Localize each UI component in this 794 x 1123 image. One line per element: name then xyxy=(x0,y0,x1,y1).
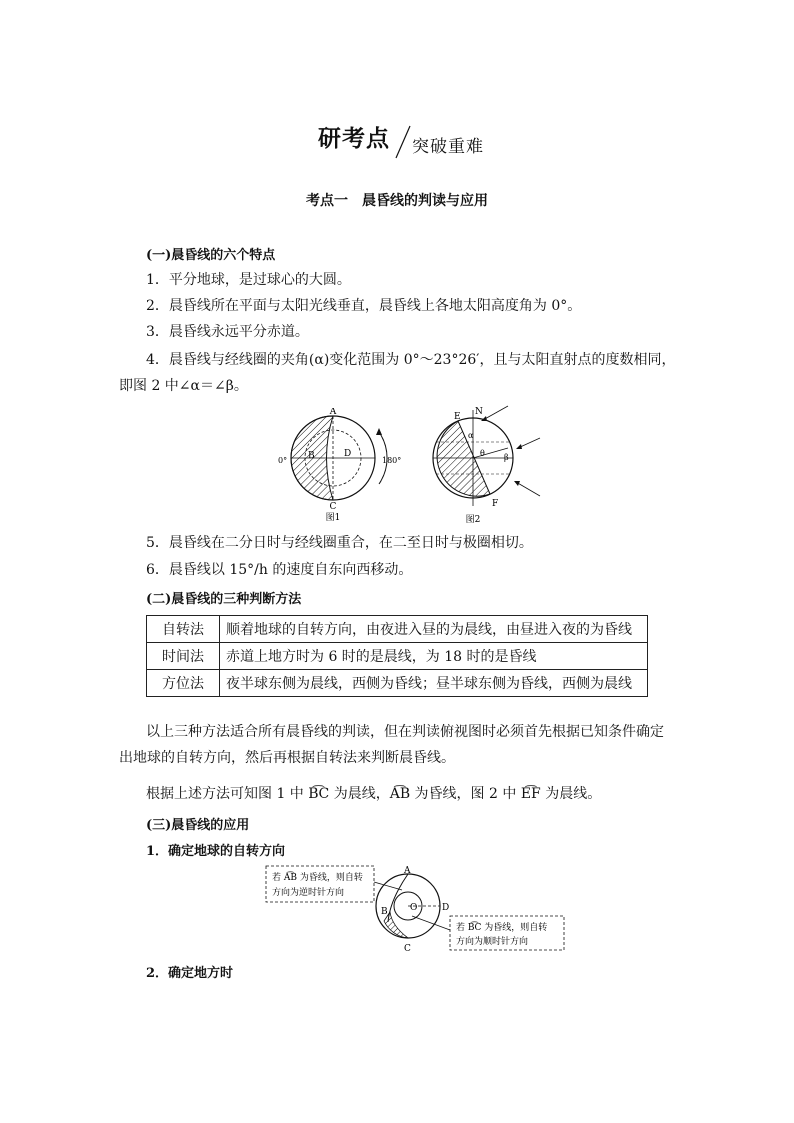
method-name: 方位法 xyxy=(147,670,220,697)
table-row xyxy=(147,670,648,697)
method-name: 自转法 xyxy=(147,616,220,643)
method-desc: 赤道上地方时为 6 时的是晨线，为 18 时的是昏线 xyxy=(220,643,648,670)
header-main: 研考点 xyxy=(318,126,390,152)
fig1-label-a: A xyxy=(329,408,337,417)
table-row xyxy=(147,616,648,643)
fig3-note-left-2: 方向为逆时针方向 xyxy=(272,888,345,898)
part3-item-1: 1．确定地球的自转方向 xyxy=(146,844,286,859)
fig2-label-f: F xyxy=(492,499,499,509)
part2-heading: (二)晨昏线的三种判断方法 xyxy=(146,592,302,607)
table-row xyxy=(147,643,648,670)
fig2-label-theta: θ xyxy=(480,449,485,458)
method-name: 时间法 xyxy=(147,643,220,670)
fig3-label-c: C xyxy=(404,944,411,954)
part1-heading: (一)晨昏线的六个特点 xyxy=(146,248,276,263)
fig3-label-o: O xyxy=(410,903,418,913)
fig2-label-beta: β xyxy=(504,453,509,462)
fig2-label-e: E xyxy=(454,412,461,422)
fig1-label-b: B xyxy=(308,451,315,461)
figure-2 xyxy=(428,402,548,526)
fig1-label-d: D xyxy=(344,449,352,459)
part1-item-1: 1．平分地球，是过球心的大圆。 xyxy=(146,272,351,288)
fig2-caption: 图2 xyxy=(465,515,481,525)
part3-heading: (三)晨昏线的应用 xyxy=(146,818,250,833)
fig3-note-left-1: 若 A͡B 为昏线，则自转 xyxy=(272,873,363,883)
para-line-3: 根据上述方法可知图 1 中 B͡C 为晨线，A͡B 为昏线，图 2 中 E͡F 为晨线。 xyxy=(146,786,602,802)
slash-divider xyxy=(394,124,412,160)
para-line-1: 以上三种方法适合所有晨昏线的判读，但在判读俯视图时必须首先根据已知条件确定 xyxy=(146,724,664,740)
fig1-caption: 图1 xyxy=(325,513,341,523)
part1-item-4: 4．晨昏线与经线圈的夹角(α)变化范围为 0°～23°26′，且与太阳直射点的度数相同， xyxy=(146,352,676,368)
fig1-label-c: C xyxy=(329,502,337,512)
methods-table xyxy=(146,615,648,697)
fig2-label-alpha: α xyxy=(468,431,474,440)
figure-3 xyxy=(262,860,572,954)
method-desc: 顺着地球的自转方向，由夜进入昼的为晨线，由昼进入夜的为昏线 xyxy=(220,616,648,643)
header-sub: 突破重难 xyxy=(412,137,484,157)
part1-item-5: 5．晨昏线在二分日时与经线圈重合，在二至日时与极圈相切。 xyxy=(146,535,533,551)
fig3-note-right-2: 方向为顺时针方向 xyxy=(456,937,529,947)
fig1-label-0deg: 0° xyxy=(278,456,288,465)
fig2-label-n: N xyxy=(475,407,483,417)
part1-item-6: 6．晨昏线以 15°/h 的速度自东向西移动。 xyxy=(146,562,413,578)
fig1-label-180deg: 180° xyxy=(382,456,402,465)
fig3-label-d: D xyxy=(442,903,450,913)
part3-item-2: 2．确定地方时 xyxy=(146,966,234,981)
section-header xyxy=(0,118,794,168)
fig3-label-a: A xyxy=(404,866,411,876)
section-title: 考点一 晨昏线的判读与应用 xyxy=(306,193,488,209)
part1-item-4-cont: 即图 2 中∠α＝∠β。 xyxy=(119,378,248,394)
fig3-label-b: B xyxy=(381,907,388,917)
para-line-2: 出地球的自转方向，然后再根据自转法来判断晨昏线。 xyxy=(119,750,455,766)
part1-item-3: 3．晨昏线永远平分赤道。 xyxy=(146,324,309,340)
fig3-note-right-1: 若 B͡C 为昏线，则自转 xyxy=(456,923,548,933)
method-desc: 夜半球东侧为晨线，西侧为昏线；昼半球东侧为昏线，西侧为晨线 xyxy=(220,670,648,697)
figure-1 xyxy=(278,408,408,528)
part1-item-2: 2．晨昏线所在平面与太阳光线垂直，晨昏线上各地太阳高度角为 0°。 xyxy=(146,298,582,314)
